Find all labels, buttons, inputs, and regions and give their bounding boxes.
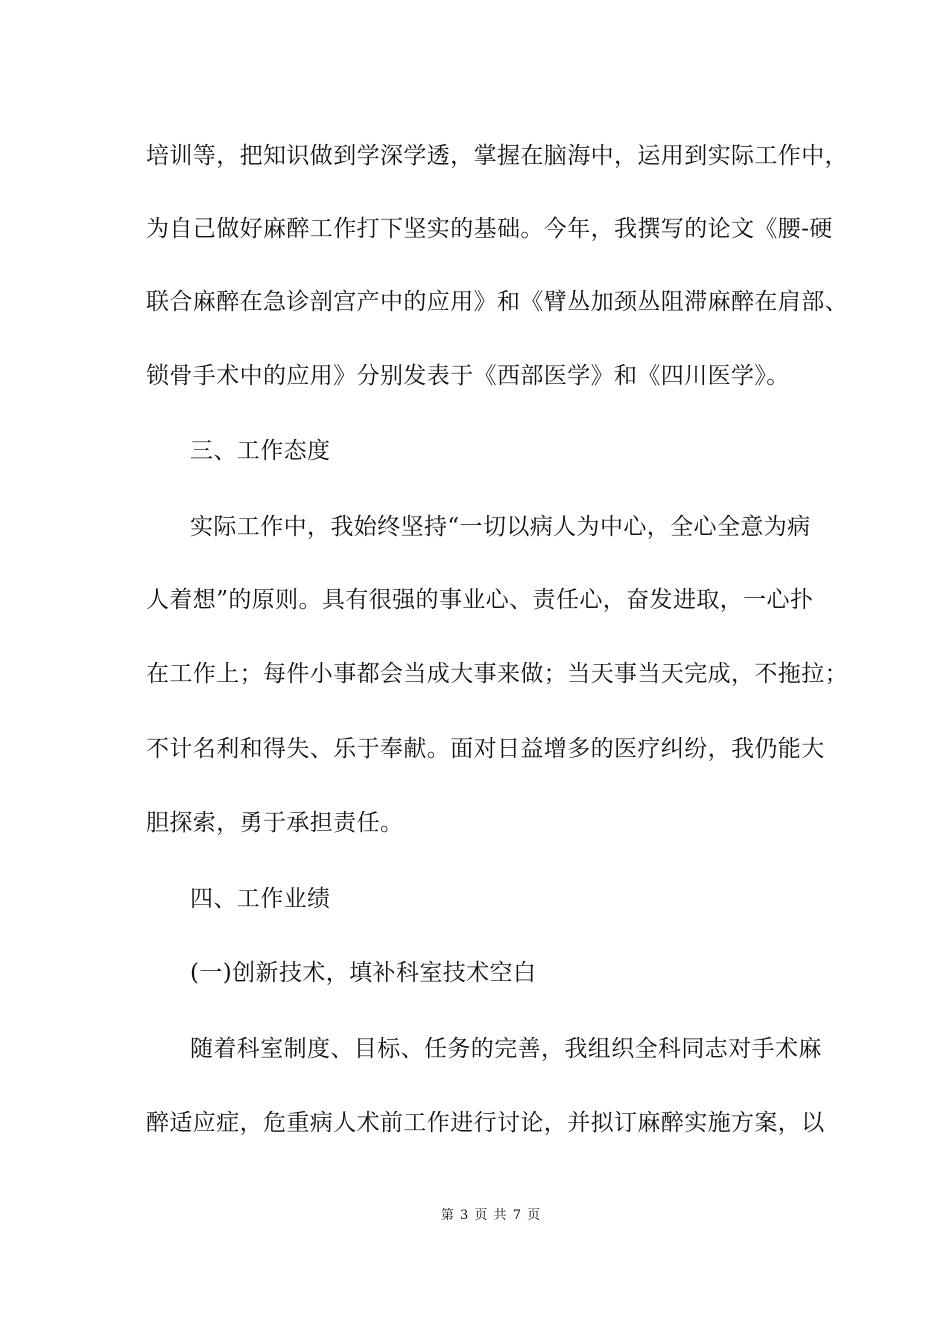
body-text-line: 联合麻醉在急诊剖宫产中的应用》和《臂丛加颈丛阻滞麻醉在肩部、	[146, 289, 848, 315]
body-text-line: 人着想”的原则。具有很强的事业心、责任心，奋发进取，一心扑	[146, 587, 814, 613]
body-text-line: 锁骨手术中的应用》分别发表于《西部医学》和《四川医学》。	[146, 363, 790, 389]
section-heading: 三、工作态度	[190, 438, 331, 464]
body-text-line: 实际工作中，我始终坚持“一切以病人为中心，全心全意为病	[190, 514, 811, 540]
body-text-line: 醉适应症，危重病人术前工作进行讨论，并拟订麻醉实施方案，以	[146, 1110, 825, 1136]
section-heading: 四、工作业绩	[190, 886, 331, 912]
body-text-line: 培训等，把知识做到学深学透，掌握在脑海中，运用到实际工作中，	[146, 143, 848, 169]
page-footer: 第 3 页 共 7 页	[440, 1208, 542, 1223]
body-text-line: 胆探索，勇于承担责任。	[146, 810, 404, 836]
body-text-line: 为自己做好麻醉工作打下坚实的基础。今年，我撰写的论文《腰-硬	[146, 216, 833, 242]
body-text-line: 在工作上；每件小事都会当成大事来做；当天事当天完成，不拖拉；	[146, 661, 848, 687]
body-text-line: 不计名利和得失、乐于奉献。面对日益增多的医疗纠纷，我仍能大	[146, 736, 825, 762]
body-text-line: 随着科室制度、目标、任务的完善，我组织全科同志对手术麻	[190, 1036, 822, 1062]
subsection-heading: (一)创新技术，填补科室技术空白	[190, 960, 537, 986]
